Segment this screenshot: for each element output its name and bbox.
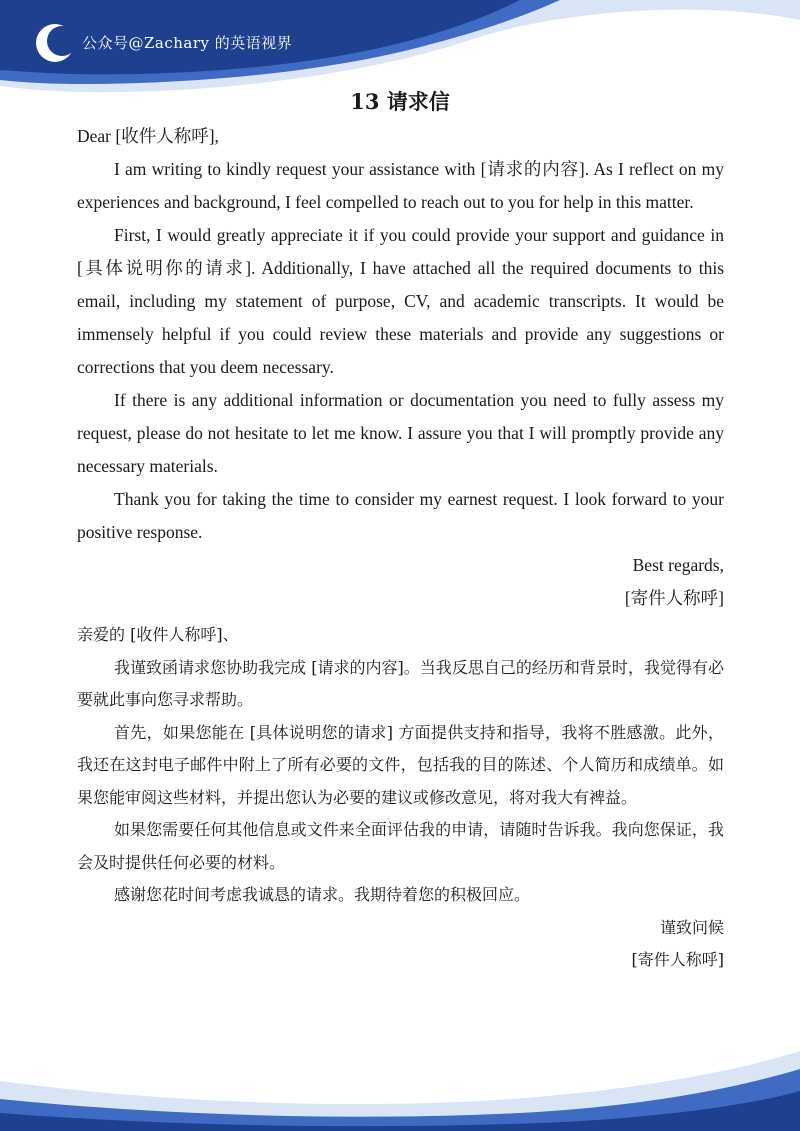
- english-paragraph-1: I am writing to kindly request your assistance with [请求的内容]. As I reflect on my experiences and background, I feel compelled to reach out to you for help in this matter.: [77, 159, 724, 212]
- english-paragraph-4: Thank you for taking the time to consider my earnest request. I look forward to your positive response.: [77, 489, 724, 542]
- letter-body: [77, 120, 724, 977]
- english-signature: [寄件人称呼]: [624, 588, 724, 608]
- page-title: 13 请求信: [350, 89, 450, 114]
- chinese-paragraph-2: 首先，如果您能在 [具体说明您的请求] 方面提供支持和指导，我将不胜感激。此外，我还在这封电子邮件中附上了所有必要的文件，包括我的目的陈述、个人简历和成绩单。如果您能审阅这些材料，并提出您认为必要的建议或修改意见，将对我大有裨益。: [77, 722, 724, 807]
- footer-wave-decoration: [0, 1021, 800, 1131]
- english-closing: Best regards,: [632, 555, 724, 575]
- english-paragraph-2: First, I would greatly appreciate it if you could provide your support and guidance in [具体说明你的请求]. Additionally, I have attached all the required documents to this email, including my statement of purpose, CV, and academic transcripts. It would be immensely helpful if you could review these materials and provide any suggestions or corrections that you deem necessary.: [77, 225, 724, 377]
- chinese-salutation: 亲爱的 [收件人称呼]、: [77, 625, 239, 644]
- english-salutation: Dear [收件人称呼],: [77, 126, 219, 146]
- english-paragraph-3: If there is any additional information or documentation you need to fully assess my request, please do not hesitate to let me know. I assure you that I will promptly provide any necessary materials.: [77, 390, 724, 476]
- chinese-paragraph-4: 感谢您花时间考虑我诚恳的请求。我期待着您的积极回应。: [114, 885, 531, 904]
- moon-logo-icon: [34, 22, 76, 64]
- chinese-paragraph-1: 我谨致函请求您协助我完成 [请求的内容]。当我反思自己的经历和背景时，我觉得有必要就此事向您寻求帮助。: [77, 657, 724, 709]
- chinese-closing: 谨致问候: [659, 917, 724, 937]
- chinese-signature: [寄件人称呼]: [631, 950, 724, 969]
- chinese-paragraph-3: 如果您需要任何其他信息或文件来全面评估我的申请，请随时告诉我。我向您保证，我会及时提供任何必要的材料。: [77, 820, 724, 872]
- brand-label: 公众号@Zachary 的英语视界: [82, 34, 293, 52]
